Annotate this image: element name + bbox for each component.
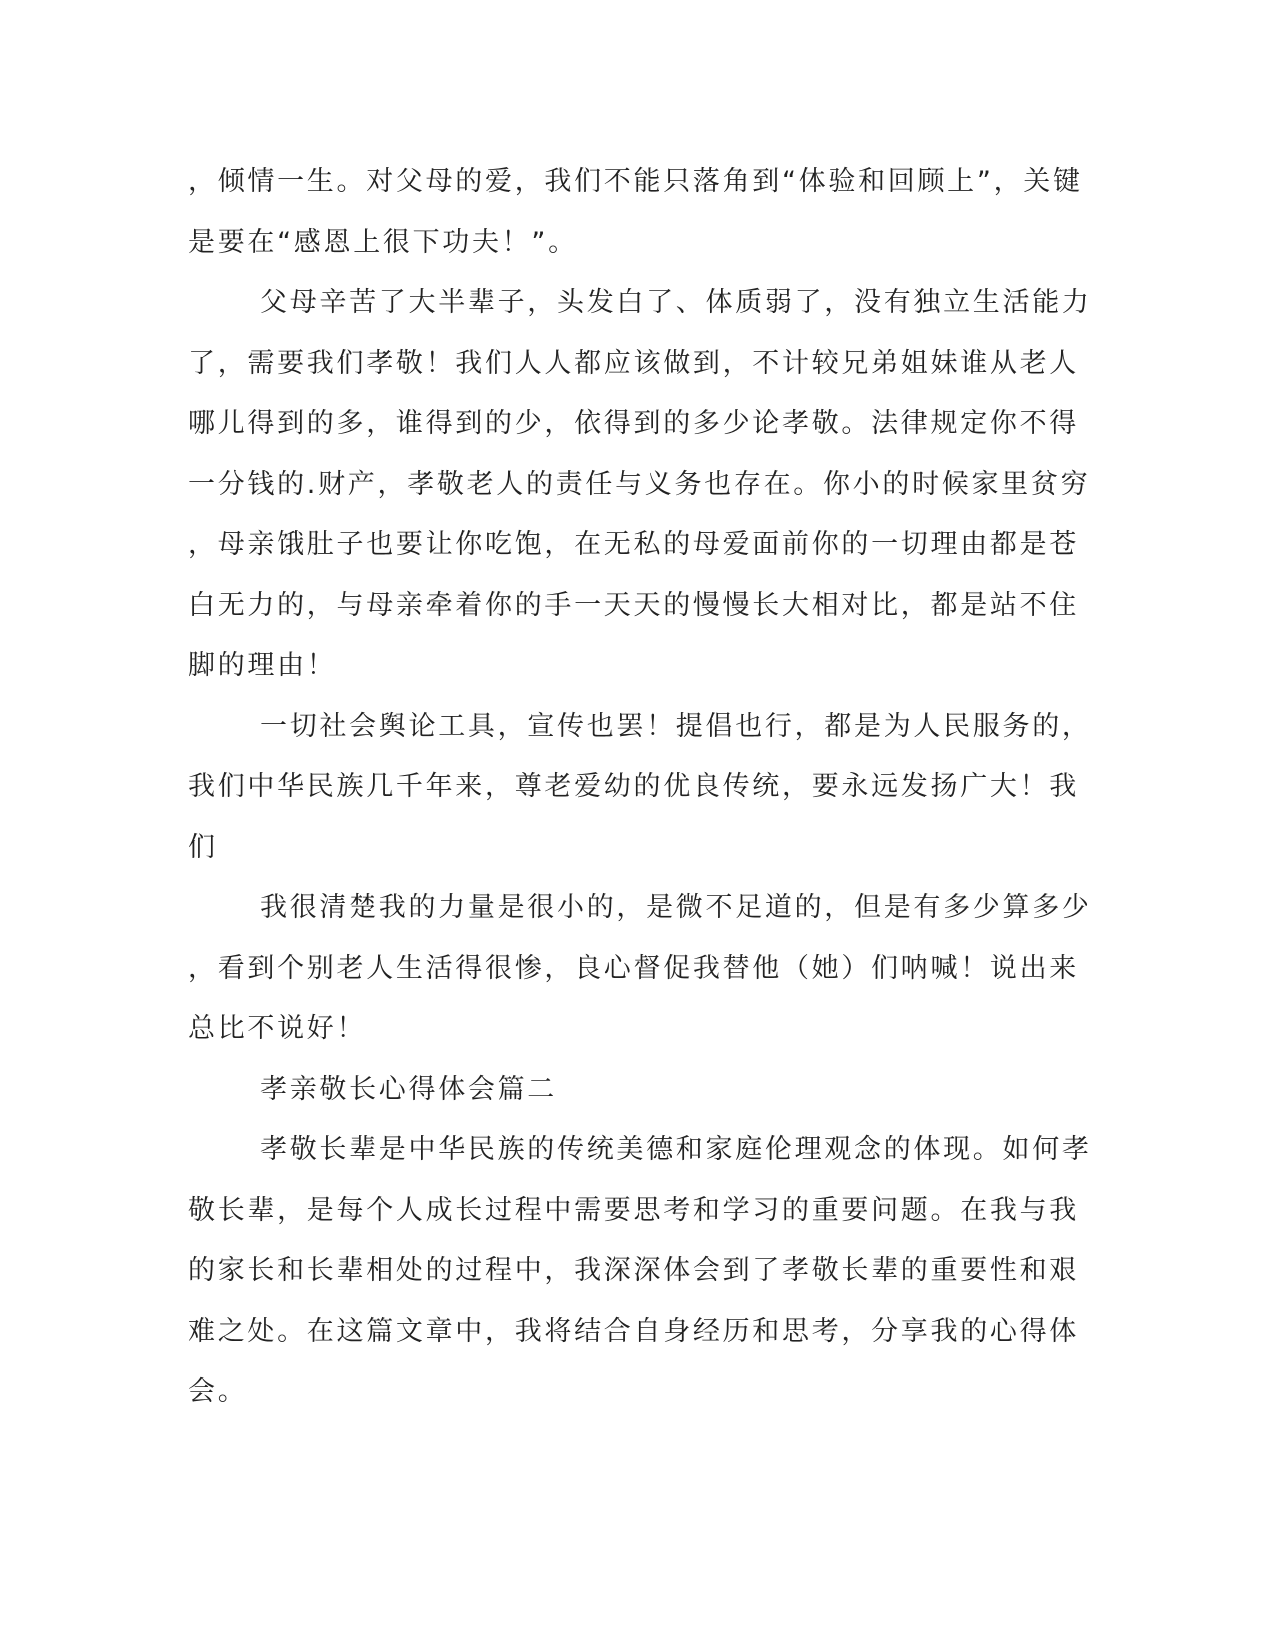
text-line: 了，需要我们孝敬！我们人人都应该做到，不计较兄弟姐妹谁从老人 bbox=[188, 347, 1079, 379]
paragraph-4 bbox=[188, 878, 1092, 1060]
text-line: 白无力的，与母亲牵着你的手一天天的慢慢长大相对比，都是站不住 bbox=[188, 589, 1079, 621]
text-line: 我很清楚我的力量是很小的，是微不足道的，但是有多少算多少 bbox=[260, 892, 1092, 923]
text-line: 难之处。在这篇文章中，我将结合自身经历和思考，分享我的心得体 bbox=[188, 1315, 1079, 1347]
text-line: 敬长辈，是每个人成长过程中需要思考和学习的重要问题。在我与我 bbox=[188, 1194, 1079, 1226]
text-line: 孝敬长辈是中华民族的传统美德和家庭伦理观念的体现。如何孝 bbox=[260, 1134, 1092, 1165]
text-line: 父母辛苦了大半辈子，头发白了、体质弱了，没有独立生活能力 bbox=[260, 287, 1092, 318]
section-heading bbox=[188, 1060, 1068, 1121]
paragraph-2 bbox=[188, 273, 1092, 697]
text-line: 一切社会舆论工具，宣传也罢！提倡也行，都是为人民服务的， bbox=[260, 710, 1092, 742]
text-line: ，倾情一生。对父母的爱，我们不能只落角到“体验和回顾上”，关键 bbox=[188, 166, 1083, 197]
text-line: 一分钱的.财产，孝敬老人的责任与义务也存在。你小的时候家里贫穷 bbox=[188, 468, 1091, 500]
paragraph-3 bbox=[188, 697, 1092, 879]
text-line: 们 bbox=[188, 831, 218, 863]
text-line: 的家长和长辈相处的过程中，我深深体会到了孝敬长辈的重要性和艰 bbox=[188, 1255, 1079, 1286]
text-line: 脚的理由！ bbox=[188, 650, 337, 681]
text-line: 总比不说好！ bbox=[188, 1013, 367, 1044]
text-line: 会。 bbox=[188, 1376, 248, 1407]
text-line: 我们中华民族几千年来，尊老爱幼的优良传统，要永远发扬广大！我 bbox=[188, 771, 1079, 802]
paragraph-5 bbox=[188, 1120, 1092, 1423]
section-title: 孝亲敬长心得体会篇二 bbox=[260, 1073, 557, 1105]
text-line: ，看到个别老人生活得很惨，良心督促我替他（她）们呐喊！说出来 bbox=[188, 952, 1079, 984]
paragraph-1 bbox=[188, 152, 1083, 273]
text-line: 哪儿得到的多，谁得到的少，依得到的多少论孝敬。法律规定你不得 bbox=[188, 408, 1079, 439]
text-line: 是要在“感恩上很下功夫！”。 bbox=[188, 226, 578, 258]
text-line: ，母亲饿肚子也要让你吃饱，在无私的母爱面前你的一切理由都是苍 bbox=[188, 529, 1079, 560]
document-body bbox=[188, 152, 1092, 1423]
